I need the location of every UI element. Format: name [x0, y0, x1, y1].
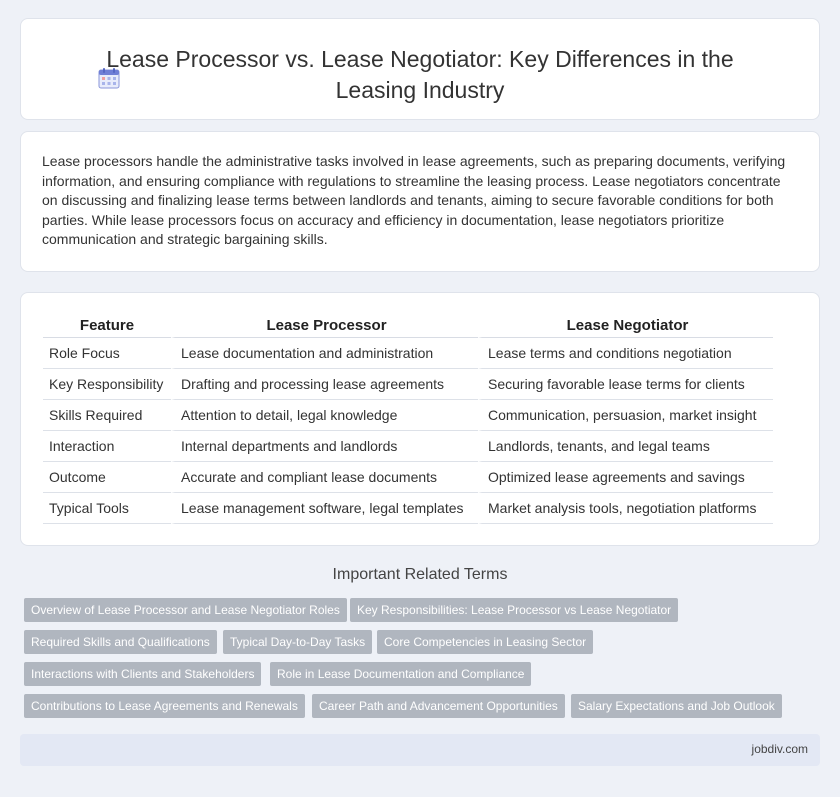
header-lease-negotiator: Lease Negotiator [478, 313, 773, 338]
header-feature: Feature [43, 313, 171, 338]
site-link[interactable]: jobdiv.com [751, 742, 808, 756]
related-term-link[interactable]: Core Competencies in Leasing Sector [377, 630, 593, 654]
table-cell: Landlords, tenants, and legal teams [478, 431, 773, 462]
table-cell: Skills Required [43, 400, 171, 431]
related-term-link[interactable]: Key Responsibilities: Lease Processor vs Lease Negotiator [350, 598, 678, 622]
table-cell: Interaction [43, 431, 171, 462]
table-row [43, 462, 773, 493]
related-term-link[interactable]: Salary Expectations and Job Outlook [571, 694, 782, 718]
table-row [43, 493, 773, 524]
comparison-table [43, 313, 773, 524]
intro-paragraph: Lease processors handle the administrative tasks involved in lease agreements, such as preparing documents, verifying information, and ensuring compliance with regulations to streamline the leasing process. Lease negotiators concentrate on discussing and finalizing lease terms between landlords and tenants, aiming to secure favorable conditions for both parties. While lease processors focus on accuracy and efficiency in documentation, lease negotiators prioritize communication and strategic bargaining skills. [42, 153, 786, 247]
header-card [20, 18, 820, 120]
table-cell: Market analysis tools, negotiation platforms [478, 493, 773, 524]
related-term-link[interactable]: Overview of Lease Processor and Lease Negotiator Roles [24, 598, 347, 622]
header-lease-processor: Lease Processor [171, 313, 478, 338]
table-row [43, 431, 773, 462]
intro-card [20, 131, 820, 272]
table-cell: Lease documentation and administration [171, 338, 478, 369]
table-cell: Drafting and processing lease agreements [171, 369, 478, 400]
table-row [43, 400, 773, 431]
table-cell: Optimized lease agreements and savings [478, 462, 773, 493]
table-cell: Role Focus [43, 338, 171, 369]
table-cell: Typical Tools [43, 493, 171, 524]
table-cell: Internal departments and landlords [171, 431, 478, 462]
related-term-link[interactable]: Career Path and Advancement Opportunities [312, 694, 565, 718]
table-cell: Accurate and compliant lease documents [171, 462, 478, 493]
related-term-link[interactable]: Interactions with Clients and Stakeholders [24, 662, 261, 686]
related-term-link[interactable]: Typical Day-to-Day Tasks [223, 630, 372, 654]
related-terms-title: Important Related Terms [332, 566, 508, 583]
page-title: Lease Processor vs. Lease Negotiator: Key Differences in the Leasing Industry [106, 46, 734, 103]
related-term-link[interactable]: Contributions to Lease Agreements and Renewals [24, 694, 305, 718]
table-row [43, 369, 773, 400]
related-term-link[interactable]: Required Skills and Qualifications [24, 630, 217, 654]
table-cell: Attention to detail, legal knowledge [171, 400, 478, 431]
comparison-table-card [20, 292, 820, 546]
related-term-link[interactable]: Role in Lease Documentation and Compliance [270, 662, 531, 686]
table-cell: Key Responsibility [43, 369, 171, 400]
table-cell: Outcome [43, 462, 171, 493]
table-cell: Lease management software, legal templates [171, 493, 478, 524]
table-cell: Communication, persuasion, market insight [478, 400, 773, 431]
table-cell: Lease terms and conditions negotiation [478, 338, 773, 369]
table-header-row [43, 313, 773, 338]
footer-bar [20, 734, 820, 766]
table-row [43, 338, 773, 369]
table-cell: Securing favorable lease terms for clients [478, 369, 773, 400]
